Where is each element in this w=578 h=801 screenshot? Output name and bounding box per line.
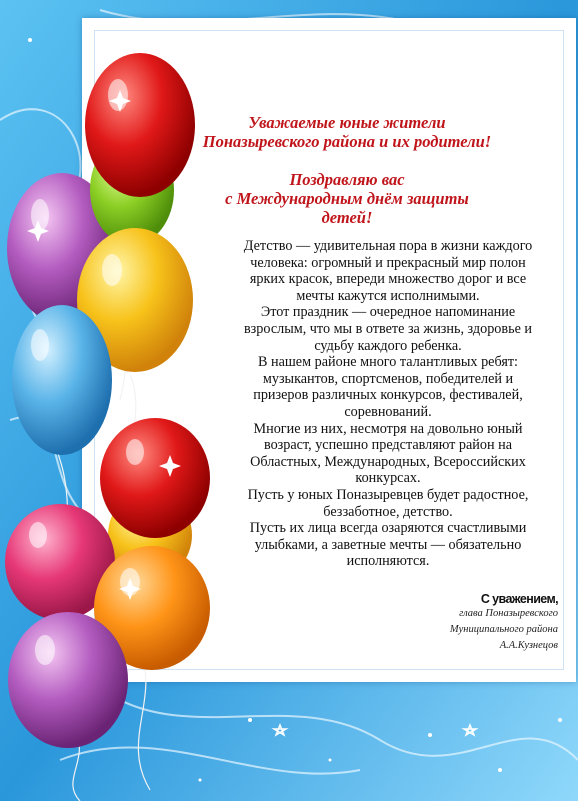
congrats-heading: [112, 170, 578, 227]
body-line: музыкантов, спортсменов, победителей и: [262, 370, 514, 387]
body-line: соревнований.: [344, 403, 432, 420]
greeting-title: [112, 113, 578, 151]
body-line: призеров различных конкурсов, фестивалей,: [253, 387, 523, 404]
body-line: Пусть их лица всегда озаряются счастливыми: [249, 520, 527, 537]
body-line: Многие из них, несмотря на довольно юный: [253, 420, 523, 437]
body-line: конкурсах.: [355, 470, 421, 487]
body-line: В нашем районе много талантливых ребят:: [257, 354, 518, 371]
signature-name: А.А.Кузнецов: [499, 640, 558, 651]
congrats-line: Поздравляю вас: [289, 170, 405, 189]
body-line: Детство — удивительная пора в жизни каждого: [243, 238, 533, 254]
body-line: Этот праздник — очередное напоминание: [260, 304, 516, 321]
body-line: судьбу каждого ребенка.: [314, 337, 462, 354]
body-line: улыбками, а заветные мечты — обязательно: [254, 536, 522, 553]
body-line: исполняются.: [346, 553, 430, 570]
body-line: мечты кажутся исполнимыми.: [296, 287, 480, 304]
body-line: взрослым, что мы в ответе за жизнь, здоровье и: [243, 320, 533, 337]
body-line: Областных, Международных, Всероссийских: [250, 453, 526, 470]
greeting-title-line: Уважаемые юные жители: [248, 113, 446, 132]
signature-position: глава Поназыревского: [459, 608, 558, 619]
congrats-line: с Международным днём защиты: [225, 189, 469, 208]
body-line: ярких красок, впереди множество дорог и все: [249, 271, 527, 288]
letter-body: [203, 238, 573, 570]
signature-closing: С уважением,: [480, 592, 558, 606]
signature-district: Муниципального района: [449, 624, 558, 635]
greeting-title-line: Поназыревского района и их родители!: [202, 132, 492, 151]
body-line: человека: огромный и прекрасный мир полон: [250, 254, 526, 271]
congrats-line: детей!: [321, 208, 373, 227]
body-line: беззаботное, детство.: [323, 503, 453, 520]
body-line: возраст, успешно представляют район на: [263, 437, 513, 454]
body-line: Пусть у юных Поназыревцев будет радостное,: [247, 486, 529, 503]
